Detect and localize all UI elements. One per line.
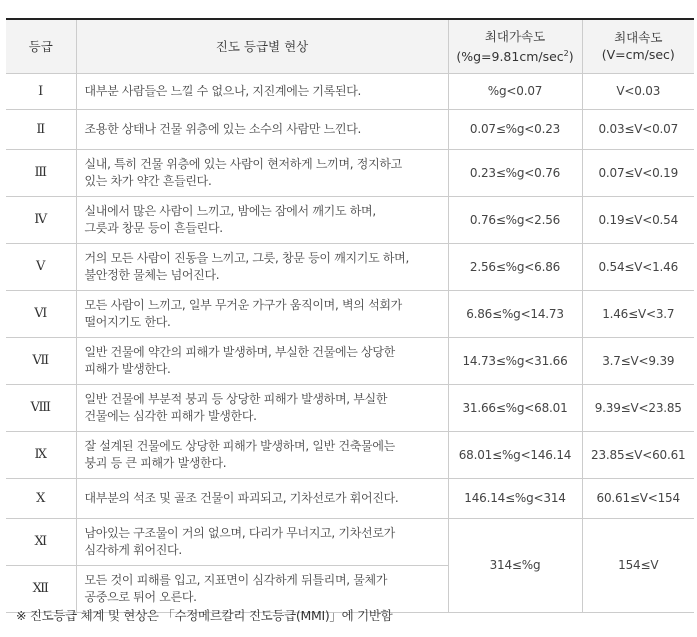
velocity-cell: 9.39≤V<23.85: [582, 384, 694, 431]
phenomenon-cell: 일반 건물에 약간의 피해가 발생하며, 부실한 건물에는 상당한 피해가 발생한다.: [76, 337, 448, 384]
table-row: [6, 337, 694, 384]
velocity-cell: 3.7≤V<9.39: [582, 337, 694, 384]
phenomenon-cell: 거의 모든 사람이 진동을 느끼고, 그릇, 창문 등이 깨지기도 하며, 불안정한 물체는 넘어진다.: [76, 243, 448, 290]
table-row: [6, 478, 694, 518]
acceleration-cell: %g<0.07: [448, 73, 582, 109]
grade-cell: X: [6, 478, 76, 518]
header-grade: 등급: [6, 19, 76, 73]
grade-cell: Ⅶ: [6, 337, 76, 384]
phenomenon-cell: 잘 설계된 건물에도 상당한 피해가 발생하며, 일반 건축물에는 붕괴 등 큰 피해가 발생한다.: [76, 431, 448, 478]
acceleration-cell: 68.01≤%g<146.14: [448, 431, 582, 478]
acceleration-cell: 6.86≤%g<14.73: [448, 290, 582, 337]
table-row: [6, 290, 694, 337]
header-velocity-title: 최대속도: [614, 30, 663, 46]
acceleration-cell: 2.56≤%g<6.86: [448, 243, 582, 290]
header-row: [6, 19, 694, 73]
acceleration-cell: 146.14≤%g<314: [448, 478, 582, 518]
table-row: [6, 431, 694, 478]
velocity-cell: 1.46≤V<3.7: [582, 290, 694, 337]
acceleration-cell: 0.23≤%g<0.76: [448, 149, 582, 196]
grade-cell: Ⅻ: [6, 565, 76, 612]
acceleration-cell: 14.73≤%g<31.66: [448, 337, 582, 384]
phenomenon-cell: 실내에서 많은 사람이 느끼고, 밤에는 잠에서 깨기도 하며, 그릇과 창문 등이 흔들린다.: [76, 196, 448, 243]
phenomenon-cell: 대부분의 석조 및 골조 건물이 파괴되고, 기차선로가 휘어진다.: [76, 478, 448, 518]
table-row: [6, 149, 694, 196]
header-max-acceleration: [448, 19, 582, 73]
grade-cell: Ⅱ: [6, 109, 76, 149]
header-velocity-unit: (V=cm/sec): [601, 47, 675, 63]
footnote: ※ 진도등급 체계 및 현상은 「수정메르칼리 진도등급(MMI)」에 기반함: [16, 608, 393, 623]
acceleration-cell: 0.07≤%g<0.23: [448, 109, 582, 149]
acceleration-cell: 0.76≤%g<2.56: [448, 196, 582, 243]
header-phenomenon: 진도 등급별 현상: [76, 19, 448, 73]
phenomenon-cell: 모든 것이 피해를 입고, 지표면이 심각하게 뒤틀리며, 물체가 공중으로 튀어 오른다.: [76, 565, 448, 612]
acceleration-cell: 314≤%g: [448, 518, 582, 612]
velocity-cell: 0.03≤V<0.07: [582, 109, 694, 149]
velocity-cell: 60.61≤V<154: [582, 478, 694, 518]
phenomenon-cell: 실내, 특히 건물 위층에 있는 사람이 현저하게 느끼며, 정지하고 있는 차가 약간 흔들린다.: [76, 149, 448, 196]
velocity-cell: 154≤V: [582, 518, 694, 612]
velocity-cell: 0.54≤V<1.46: [582, 243, 694, 290]
header-accel-title: 최대가속도: [484, 28, 546, 44]
table-row: [6, 73, 694, 109]
phenomenon-cell: 모든 사람이 느끼고, 일부 무거운 가구가 움직이며, 벽의 석회가 떨어지기도 한다.: [76, 290, 448, 337]
header-accel-unit: $(\%g=9.81cm/\sec^2)$: [456, 48, 574, 64]
phenomenon-cell: 남아있는 구조물이 거의 없으며, 다리가 무너지고, 기차선로가 심각하게 휘어진다.: [76, 518, 448, 565]
grade-cell: Ⅺ: [6, 518, 76, 565]
table-row: [6, 518, 694, 565]
acceleration-cell: 31.66≤%g<68.01: [448, 384, 582, 431]
mmi-intensity-table: [6, 18, 694, 613]
velocity-cell: 23.85≤V<60.61: [582, 431, 694, 478]
velocity-cell: V<0.03: [582, 73, 694, 109]
grade-cell: I: [6, 73, 76, 109]
phenomenon-cell: 대부분 사람들은 느낄 수 없으나, 지진계에는 기록된다.: [76, 73, 448, 109]
phenomenon-cell: 조용한 상태나 건물 위층에 있는 소수의 사람만 느낀다.: [76, 109, 448, 149]
table-row: [6, 196, 694, 243]
table-row: [6, 109, 694, 149]
grade-cell: Ⅵ: [6, 290, 76, 337]
table-row: [6, 384, 694, 431]
velocity-cell: 0.07≤V<0.19: [582, 149, 694, 196]
grade-cell: Ⅳ: [6, 196, 76, 243]
phenomenon-cell: 일반 건물에 부분적 붕괴 등 상당한 피해가 발생하며, 부실한 건물에는 심각한 피해가 발생한다.: [76, 384, 448, 431]
table-row: [6, 243, 694, 290]
header-max-velocity: [582, 19, 694, 73]
grade-cell: Ⅸ: [6, 431, 76, 478]
grade-cell: Ⅷ: [6, 384, 76, 431]
grade-cell: V: [6, 243, 76, 290]
velocity-cell: 0.19≤V<0.54: [582, 196, 694, 243]
grade-cell: Ⅲ: [6, 149, 76, 196]
